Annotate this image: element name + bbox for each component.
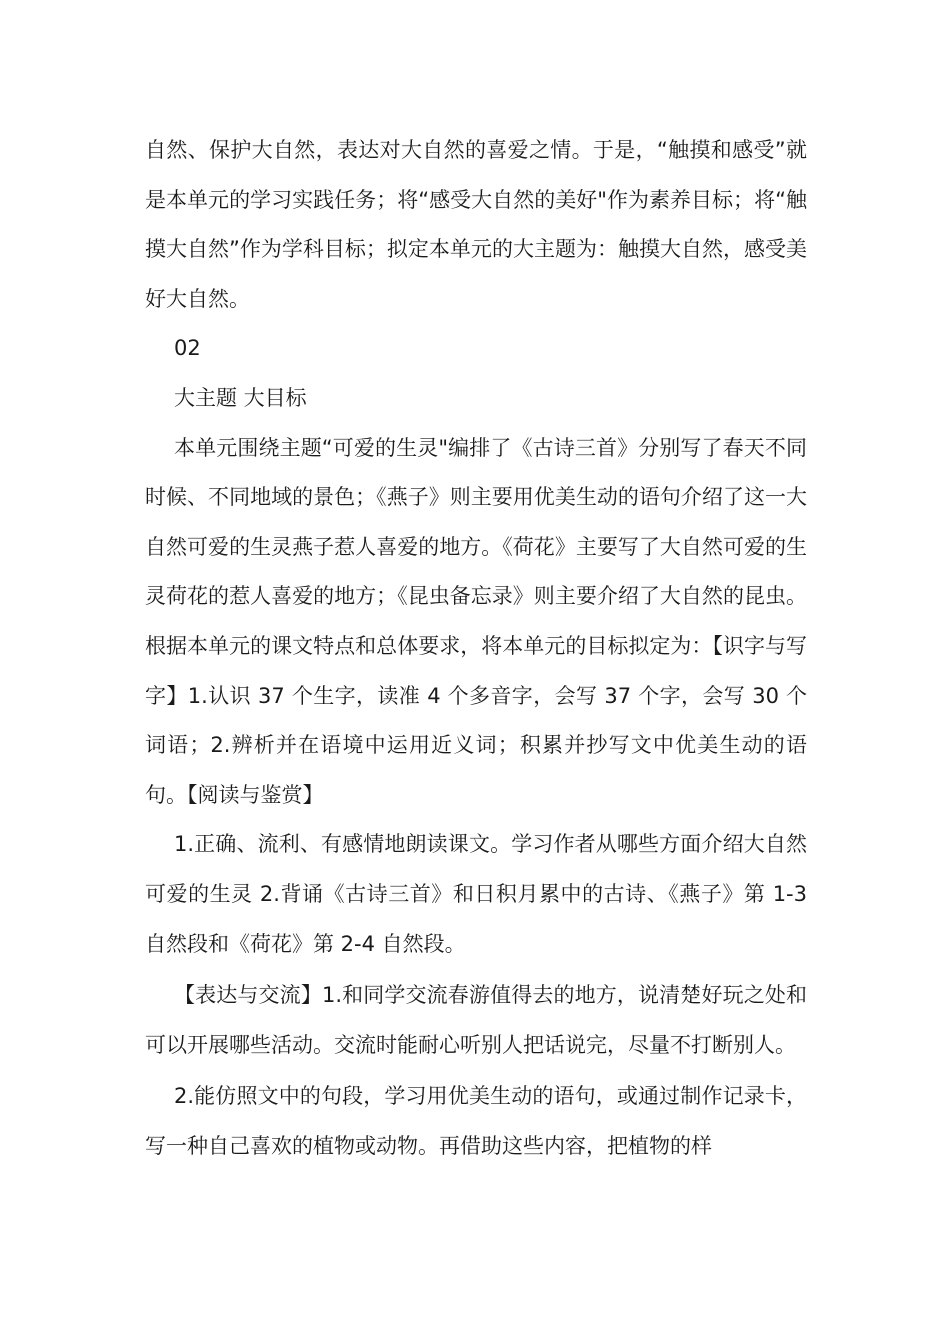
paragraph-intro-continued: 自然、保护大自然，表达对大自然的喜爱之情。于是，“触摸和感受”就是本单元的学习实践任务；将“感受大自然的美好"作为素养目标；将“触摸大自然”作为学科目标；拟定本单元的大主题为：触摸大自然，感受美好大自然。 [145,138,807,311]
document-body [145,126,807,1171]
paragraph-unit-theme: 本单元围绕主题“可爱的生灵"编排了《古诗三首》分别写了春天不同时候、不同地域的景色；《燕子》则主要用优美生动的语句介绍了这一大自然可爱的生灵燕子惹人喜爱的地方。《荷花》主要写了大自然可爱的生灵荷花的惹人喜爱的地方；《昆虫备忘录》则主要介绍了大自然的昆虫。根据本单元的课文特点和总体要求，将本单元的目标拟定为：【识字与写字】1.认识 37 个生字，读准 4 个多音字，会写 37 个字，会写 30 个词语；2.辨析并在语境中运用近义词；积累并抄写文中优美生动的语句。【阅读与鉴赏】 [145,435,807,807]
section-heading: 大主题 大目标 [174,385,307,410]
paragraph-expression-goals: 【表达与交流】1.和同学交流春游值得去的地方，说清楚好玩之处和可以开展哪些活动。交流时能耐心听别人把话说完，尽量不打断别人。 [145,983,807,1057]
paragraph-writing-goals: 2.能仿照文中的句段，学习用优美生动的语句，或通过制作记录卡，写一种自己喜欢的植物或动物。再借助这些内容，把植物的样 [145,1084,807,1158]
section-number: 02 [174,336,201,361]
paragraph-reading-goals: 1.正确、流利、有感情地朗读课文。学习作者从哪些方面介绍大自然可爱的生灵 2.背诵《古诗三首》和日积月累中的古诗、《燕子》第 1-3 自然段和《荷花》第 2-4 自然段。 [145,832,807,956]
